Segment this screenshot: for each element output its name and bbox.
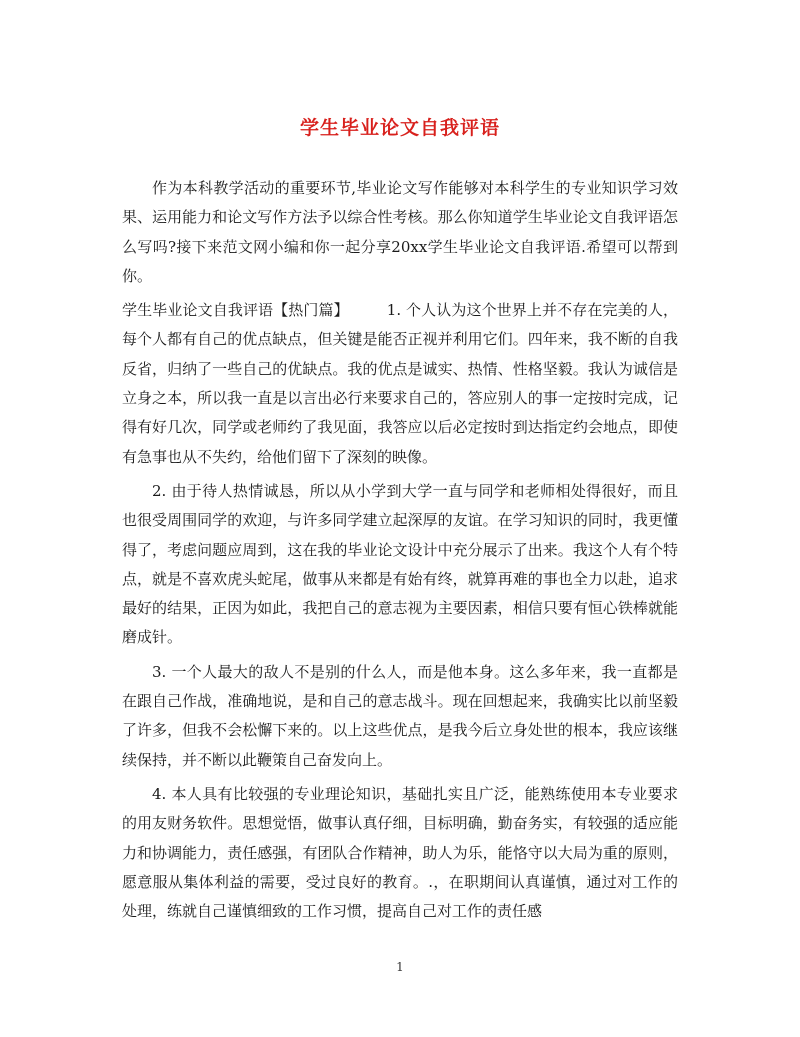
paragraph-3: 3. 一个人最大的敌人不是别的什么人，而是他本身。这么多年来，我一直都是在跟自己作战，准确地说，是和自己的意志战斗。现在回想起来，我确实比以前坚毅了许多，但我不会松懈下来的。以上这些优点，是我今后立身处世的根本，我应该继续保持，并不断以此鞭策自己奋发向上。 bbox=[122, 662, 678, 769]
section-paragraph-1 bbox=[122, 296, 678, 472]
page-number: 1 bbox=[396, 960, 404, 974]
intro-paragraph: 作为本科教学活动的重要环节,毕业论文写作能够对本科学生的专业知识学习效果、运用能力和论文写作方法予以综合性考核。那么你知道学生毕业论文自我评语怎么写吗?接下来范文网小编和你一起分享20xx学生毕业论文自我评语.希望可以帮到你。 bbox=[122, 179, 678, 285]
paragraph-2: 2. 由于待人热情诚恳，所以从小学到大学一直与同学和老师相处得很好，而且也很受周围同学的欢迎，与许多同学建立起深厚的友谊。在学习知识的同时，我更懂得了，考虑问题应周到，这在我的毕业论文设计中充分展示了出来。我这个人有个特点，就是不喜欢虎头蛇尾，做事从来都是有始有终，就算再难的事也全力以赴，追求最好的结果，正因为如此，我把自己的意志视为主要因素，相信只要有恒心铁棒就能磨成针。 bbox=[122, 481, 678, 647]
paragraph-4: 4. 本人具有比较强的专业理论知识，基础扎实且广泛，能熟练使用本专业要求的用友财务软件。思想觉悟，做事认真仔细，目标明确，勤奋务实，有较强的适应能力和协调能力，责任感强，有团队合作精神，助人为乐，能恪守以大局为重的原则，愿意服从集体利益的需要，受过良好的教育。.，在职期间认真谨慎，通过对工作的处理，练就自己谨慎细致的工作习惯，提高自己对工作的责任感 bbox=[122, 784, 678, 921]
paragraph-1: 1. 个人认为这个世界上并不存在完美的人，每个人都有自己的优点缺点，但关键是能否正视并利用它们。四年来，我不断的自我反省，归纳了一些自己的优缺点。我的优点是诚实、热情、性格坚毅。我认为诚信是立身之本，所以我一直是以言出必行来要求自己的，答应别人的事一定按时完成，记得有好几次，同学或老师约了我见面，我答应以后必定按时到达指定约会地点，即使有急事也从不失约，给他们留下了深刻的映像。 bbox=[122, 301, 678, 466]
section-heading: 学生毕业论文自我评语【热门篇】 bbox=[122, 301, 349, 320]
document-title: 学生毕业论文自我评语 bbox=[299, 117, 500, 139]
document-body bbox=[122, 174, 678, 926]
